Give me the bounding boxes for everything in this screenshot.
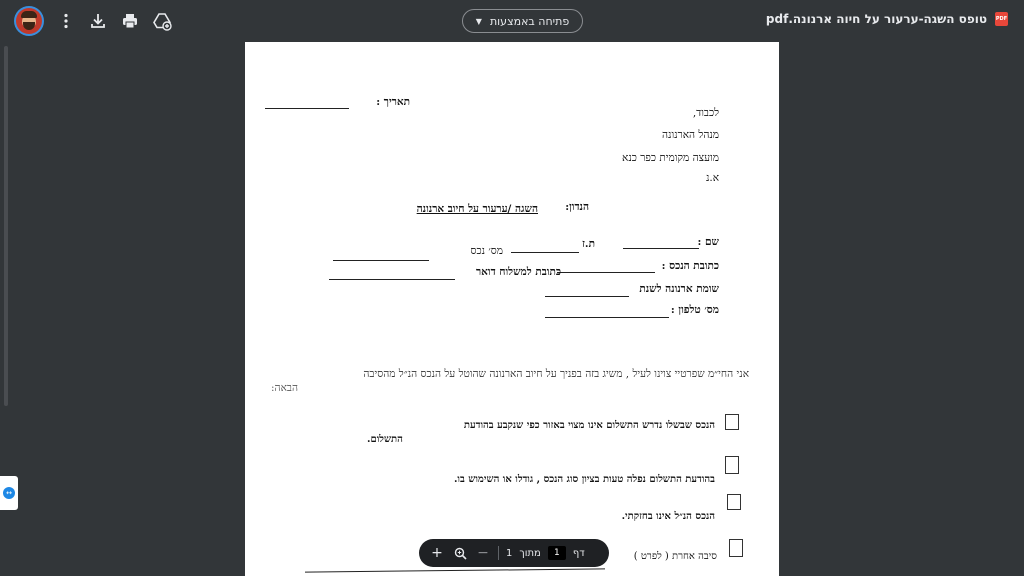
download-icon[interactable] <box>88 11 108 31</box>
greeting-short: א.נ <box>705 172 719 184</box>
assistant-icon: ↔ <box>3 487 15 499</box>
file-title: טופס השגה-ערעור על חיוה ארנונה.pdf <box>765 12 987 26</box>
reason-3-checkbox[interactable] <box>727 494 741 510</box>
pdf-page <box>245 42 779 576</box>
property-number-label: מס׳ נכס <box>470 245 503 257</box>
id-blank <box>511 252 579 253</box>
print-icon[interactable] <box>120 11 140 31</box>
page-label: דף <box>572 547 585 559</box>
mail-address-label: כתובת למשלוח דואר <box>475 266 561 278</box>
name-blank <box>623 248 699 249</box>
open-with-label: פתיחה באמצעות <box>489 14 570 28</box>
phone-label: מס׳ טלפון : <box>670 304 719 316</box>
date-label: תאריך : <box>376 96 410 108</box>
intro-line-2: הבאה: <box>271 382 298 394</box>
file-title-area <box>766 12 1008 26</box>
reason-2-text: בהודעת התשלום נפלה טעות בציון סוג הנכס , גודלו או השימוש בו. <box>453 474 715 485</box>
open-with-button[interactable] <box>462 9 583 33</box>
reason-1-line-1: הנכס שבשלו נדרש התשלום אינו מצוי באזור כפי שנקבע בהודעת <box>463 420 715 431</box>
reason-4-blank <box>305 568 605 572</box>
property-address-label: כתובת הנכס : <box>661 260 719 272</box>
reason-1-checkbox[interactable] <box>725 414 739 430</box>
phone-blank <box>545 317 669 318</box>
recipient-line-2: מועצה מקומית כפר כנא <box>622 152 719 164</box>
subject-label: הנדון: <box>565 201 589 213</box>
scrollbar[interactable] <box>4 46 8 406</box>
reason-4-text: סיבה אחרת ( לפרט ) <box>633 551 717 562</box>
property-number-blank <box>333 260 429 261</box>
id-label: ת.ז <box>582 238 595 250</box>
intro-line-1: אני החי״מ שפרטיי צוינו לעיל , משיג בזה בפניך על חיוב הארנונה שהוטל על הנכס הנ״ל מהסיבה <box>363 368 749 380</box>
top-toolbar <box>0 0 1024 42</box>
current-page-input[interactable]: 1 <box>548 546 566 560</box>
name-label: שם : <box>697 236 719 248</box>
total-pages: 1 <box>506 547 513 559</box>
greeting: לכבוד, <box>692 107 719 119</box>
zoom-page-controls <box>419 539 609 567</box>
reason-1-line-2: התשלום. <box>367 434 403 445</box>
more-options-icon[interactable] <box>56 11 76 31</box>
add-to-drive-icon[interactable] <box>152 11 172 31</box>
zoom-out-icon[interactable]: − <box>477 545 489 561</box>
divider <box>498 546 499 560</box>
recipient-line-1: מנהל הארנונה <box>662 129 719 141</box>
pdf-file-icon: PDF <box>995 12 1008 26</box>
reason-4-checkbox[interactable] <box>729 539 743 557</box>
tax-year-blank <box>545 296 629 297</box>
reason-3-text: הנכס הנ״ל אינו בחזקתי. <box>621 511 715 522</box>
subject-text: השגה /ערעור על חיוב ארנונה <box>416 203 538 215</box>
reason-2-checkbox[interactable] <box>725 456 739 474</box>
mail-address-blank <box>329 279 455 280</box>
avatar[interactable] <box>16 8 42 34</box>
zoom-in-icon[interactable]: + <box>431 545 443 561</box>
date-blank <box>265 108 349 109</box>
fit-zoom-icon[interactable] <box>452 545 468 561</box>
of-label: מתוך <box>519 547 541 559</box>
side-assistant-widget[interactable] <box>0 476 18 510</box>
tax-year-label: שומת ארנונה לשנת <box>639 283 719 295</box>
dropdown-caret-icon: ▼ <box>475 16 482 26</box>
property-address-blank <box>557 272 655 273</box>
